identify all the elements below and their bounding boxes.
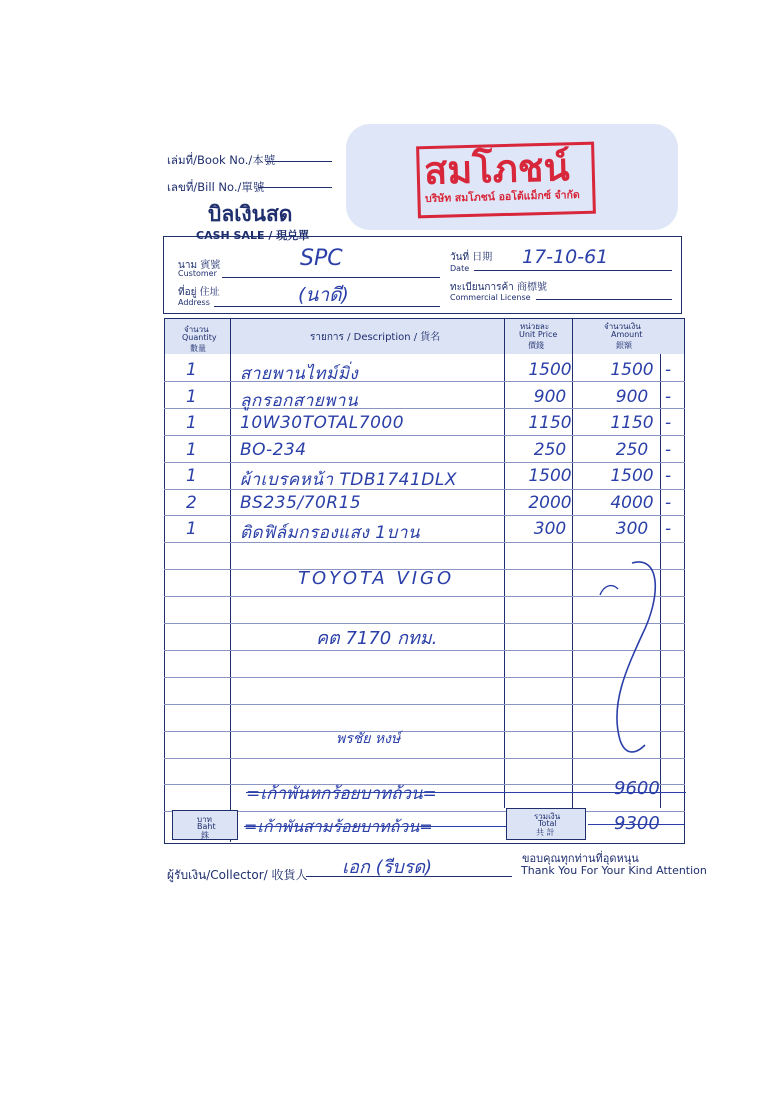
- row-unit-price: 300: [533, 519, 567, 539]
- license-label-en: Commercial License: [450, 293, 531, 302]
- customer-value: SPC: [300, 246, 343, 271]
- page-title: บิลเงินสด: [208, 202, 293, 226]
- baht-label-en: Baht: [197, 822, 216, 831]
- crossed-total: 9600: [614, 778, 660, 799]
- plate-note: คต 7170 กทม.: [316, 628, 438, 649]
- row-amount: 4000: [610, 492, 654, 513]
- table-row-line: [164, 515, 685, 516]
- address-label-th: ที่อยู่ 住址: [178, 287, 220, 298]
- total-amount: 9300: [614, 813, 660, 834]
- book-no-label: เล่มที่/Book No./本號: [167, 153, 276, 167]
- cross-line-2: [244, 826, 506, 827]
- col-qty-cn: 數量: [190, 344, 206, 353]
- total-label-th: รวมเงิน: [534, 812, 561, 821]
- col-amount-th: จำนวนเงิน: [604, 322, 641, 331]
- thanks-th: ขอบคุณทุกท่านที่อุดหนุน: [522, 852, 639, 865]
- col-qty-en: Quantity: [182, 333, 217, 342]
- row-unit-price: 1500: [528, 466, 572, 486]
- col-amount-en: Amount: [611, 330, 643, 339]
- row-amount: 1150: [610, 413, 654, 433]
- row-unit-price: 1500: [528, 360, 572, 380]
- stamp-logo: สมโภชน์: [423, 144, 571, 193]
- table-row-line: [164, 811, 685, 812]
- col-qty-th: จำนวน: [184, 325, 209, 334]
- row-description: ผ้าเบรคหน้า TDB1741DLX: [240, 470, 457, 490]
- row-description: BS235/70R15: [240, 492, 362, 513]
- row-decimal: -: [665, 519, 672, 539]
- row-decimal: -: [665, 413, 672, 433]
- date-label-en: Date: [450, 264, 470, 273]
- thanks-en: Thank You For Your Kind Attention: [521, 864, 707, 877]
- col-price-cn: 價錢: [528, 341, 544, 350]
- address-label-en: Address: [178, 298, 210, 307]
- collector-label: ผู้รับเงิน/Collector/ 收貨人: [167, 868, 308, 882]
- cross-line-1: [246, 792, 686, 793]
- total-words: =เก้าพันสามร้อยบาทถ้วน=: [244, 817, 433, 836]
- row-amount: 1500: [610, 360, 654, 380]
- row-decimal: -: [665, 492, 672, 513]
- row-decimal: -: [665, 386, 672, 407]
- baht-label-cn: 銖: [201, 831, 209, 840]
- row-qty: 1: [186, 466, 197, 486]
- bill-no-line: [258, 187, 332, 188]
- signature-note: พรชัย หงษ์: [336, 731, 401, 747]
- row-description: ลูกรอกสายพาน: [240, 390, 359, 411]
- bill-no-label: เลขที่/Bill No./單號: [167, 180, 265, 194]
- row-decimal: -: [665, 466, 672, 486]
- col-desc: รายการ / Description / 貨名: [310, 332, 441, 343]
- page-subtitle: CASH SALE / 現兑單: [196, 229, 310, 242]
- book-no-line: [266, 161, 332, 162]
- row-qty: 1: [186, 519, 197, 539]
- pen-stroke: [590, 555, 670, 765]
- cross-line-3: [588, 824, 684, 825]
- total-label-en: Total: [538, 819, 557, 828]
- collector-value: เอก (รีบรด): [342, 857, 433, 878]
- license-label-th: ทะเบียนการค้า 商標號: [450, 282, 547, 293]
- customer-label-th: นาม 賓號: [178, 260, 221, 271]
- row-unit-price: 2000: [528, 492, 572, 513]
- row-amount: 250: [615, 439, 649, 460]
- row-description: สายพานไทม์มิ่ง: [240, 364, 359, 384]
- row-qty: 1: [186, 439, 197, 460]
- table-row-line: [164, 462, 685, 463]
- row-unit-price: 250: [533, 439, 567, 460]
- row-decimal: -: [665, 360, 672, 380]
- customer-line: [222, 277, 440, 278]
- col-price-en: Unit Price: [519, 330, 558, 339]
- col-divider-desc: [504, 318, 505, 808]
- row-description: 10W30TOTAL7000: [240, 413, 405, 433]
- row-unit-price: 1150: [528, 413, 572, 433]
- row-unit-price: 900: [533, 386, 567, 407]
- row-amount: 300: [615, 519, 649, 539]
- row-qty: 1: [186, 413, 197, 433]
- date-value: 17-10-61: [522, 246, 609, 268]
- row-decimal: -: [665, 439, 672, 460]
- license-line: [536, 299, 672, 300]
- col-price-th: หน่วยละ: [520, 322, 550, 331]
- row-qty: 1: [186, 360, 197, 380]
- row-qty: 2: [186, 492, 197, 513]
- row-amount: 1500: [610, 466, 654, 486]
- date-line: [474, 270, 672, 271]
- table-row-line: [164, 435, 685, 436]
- row-description: ติดฟิล์มกรองแสง 1บาน: [240, 523, 420, 543]
- customer-label-en: Customer: [178, 269, 217, 278]
- address-value: (นาดี): [298, 284, 349, 306]
- stamp-subtitle: บริษัท สมโภชน์ ออโต้แม็กซ์ จำกัด: [424, 188, 580, 206]
- date-label-th: วันที่ 日期: [450, 252, 493, 263]
- col-amount-cn: 銀額: [616, 341, 632, 350]
- baht-label-th: บาท: [197, 815, 212, 824]
- col-divider-qty: [230, 318, 231, 842]
- row-qty: 1: [186, 386, 197, 407]
- total-label-cn: 共 計: [536, 828, 555, 837]
- row-amount: 900: [615, 386, 649, 407]
- vehicle-note: TOYOTA VIGO: [298, 568, 455, 589]
- row-description: BO-234: [240, 439, 307, 460]
- crossed-words: =เก้าพันหกร้อยบาทถ้วน=: [246, 784, 437, 804]
